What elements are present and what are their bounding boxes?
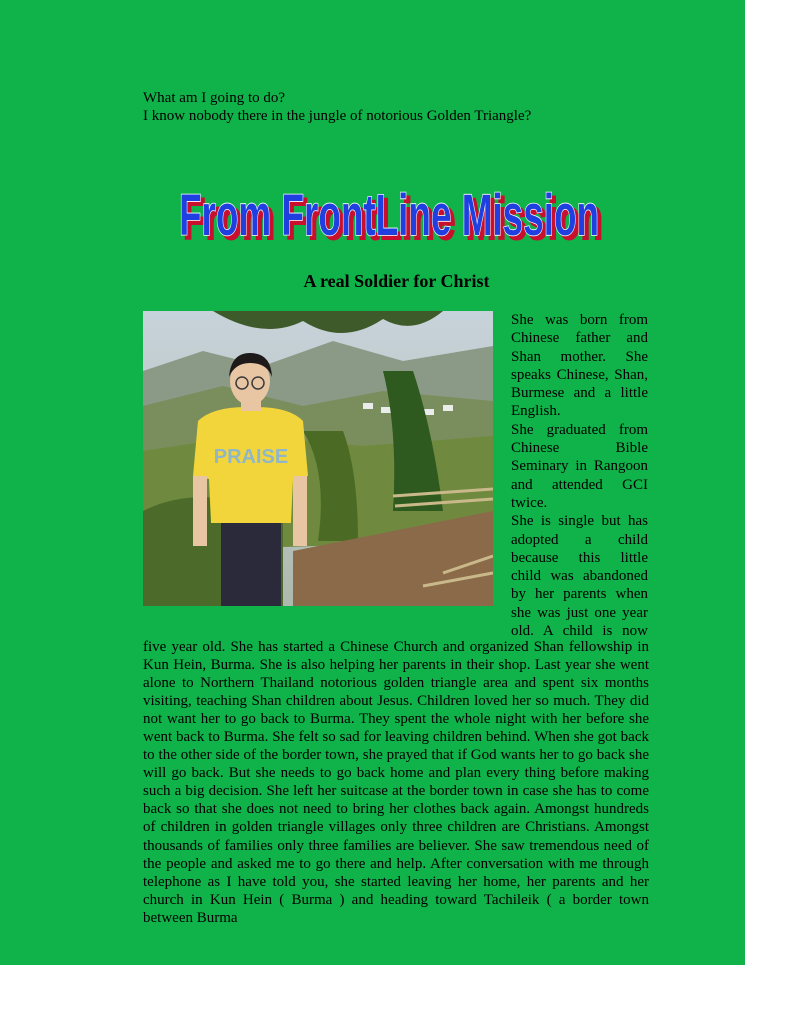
- banner-title: [170, 180, 610, 250]
- subtitle: A real Soldier for Christ: [303, 271, 490, 291]
- intro-line-2: I know nobody there in the jungle of notorious Golden Triangle?: [143, 108, 532, 124]
- side-paragraph: She graduated from Chinese Bible Seminary in Rangoon and attended GCI twice.: [511, 421, 648, 511]
- missionary-photo: [143, 311, 493, 606]
- body-paragraph: five year old. She has started a Chinese Church and organized Shan fellowship in Kun Hein, Burma. She is also helping her parents in their shop. Last year she went alone to Northern Thailand notorious golden triangle area and spent six months visiting, teaching Shan children about Jesus. Children loved her so much. They did not want her to go back to Burma. They spent the whole night with her before she went back to Burma. She felt so sad for leaving children behind. When she got back to the other side of the border town, she prayed that if God wants her to go back she will go back. But she needs to go back home and plan every thing before making such a big decision. She left her suitcase at the border town in case she has to come back so that she does not need to bring her clothes back again. Amongst hundreds of children in golden triangle villages only three children are Christians. Amongst thousands of families only three families are believer. She saw tremendous need of the people and asked me to go there and help. After conversation with me through telephone as I have told you, she started leaving her home, her parents and her church in Kun Hein ( Burma ) and heading toward Tachileik ( a border town between Burma: [143, 639, 649, 926]
- side-column-text: [511, 311, 648, 640]
- intro-line-1: What am I going to do?: [143, 90, 286, 106]
- shirt-text: PRAISE: [213, 446, 289, 468]
- side-paragraph: She was born from Chinese father and Shan mother. She speaks Chinese, Shan, Burmese and a little English.: [511, 312, 648, 420]
- side-paragraph: She is single but has adopted a child because this little child was abandoned by her parents when she was just one year old. A child is now: [511, 513, 648, 640]
- banner-title-text: From FrontLine Mission: [179, 183, 599, 248]
- intro-text: [143, 89, 531, 125]
- body-text: [143, 638, 649, 927]
- photo-illustration: [143, 311, 493, 606]
- banner-title-shadow: From FrontLine Mission: [183, 187, 603, 250]
